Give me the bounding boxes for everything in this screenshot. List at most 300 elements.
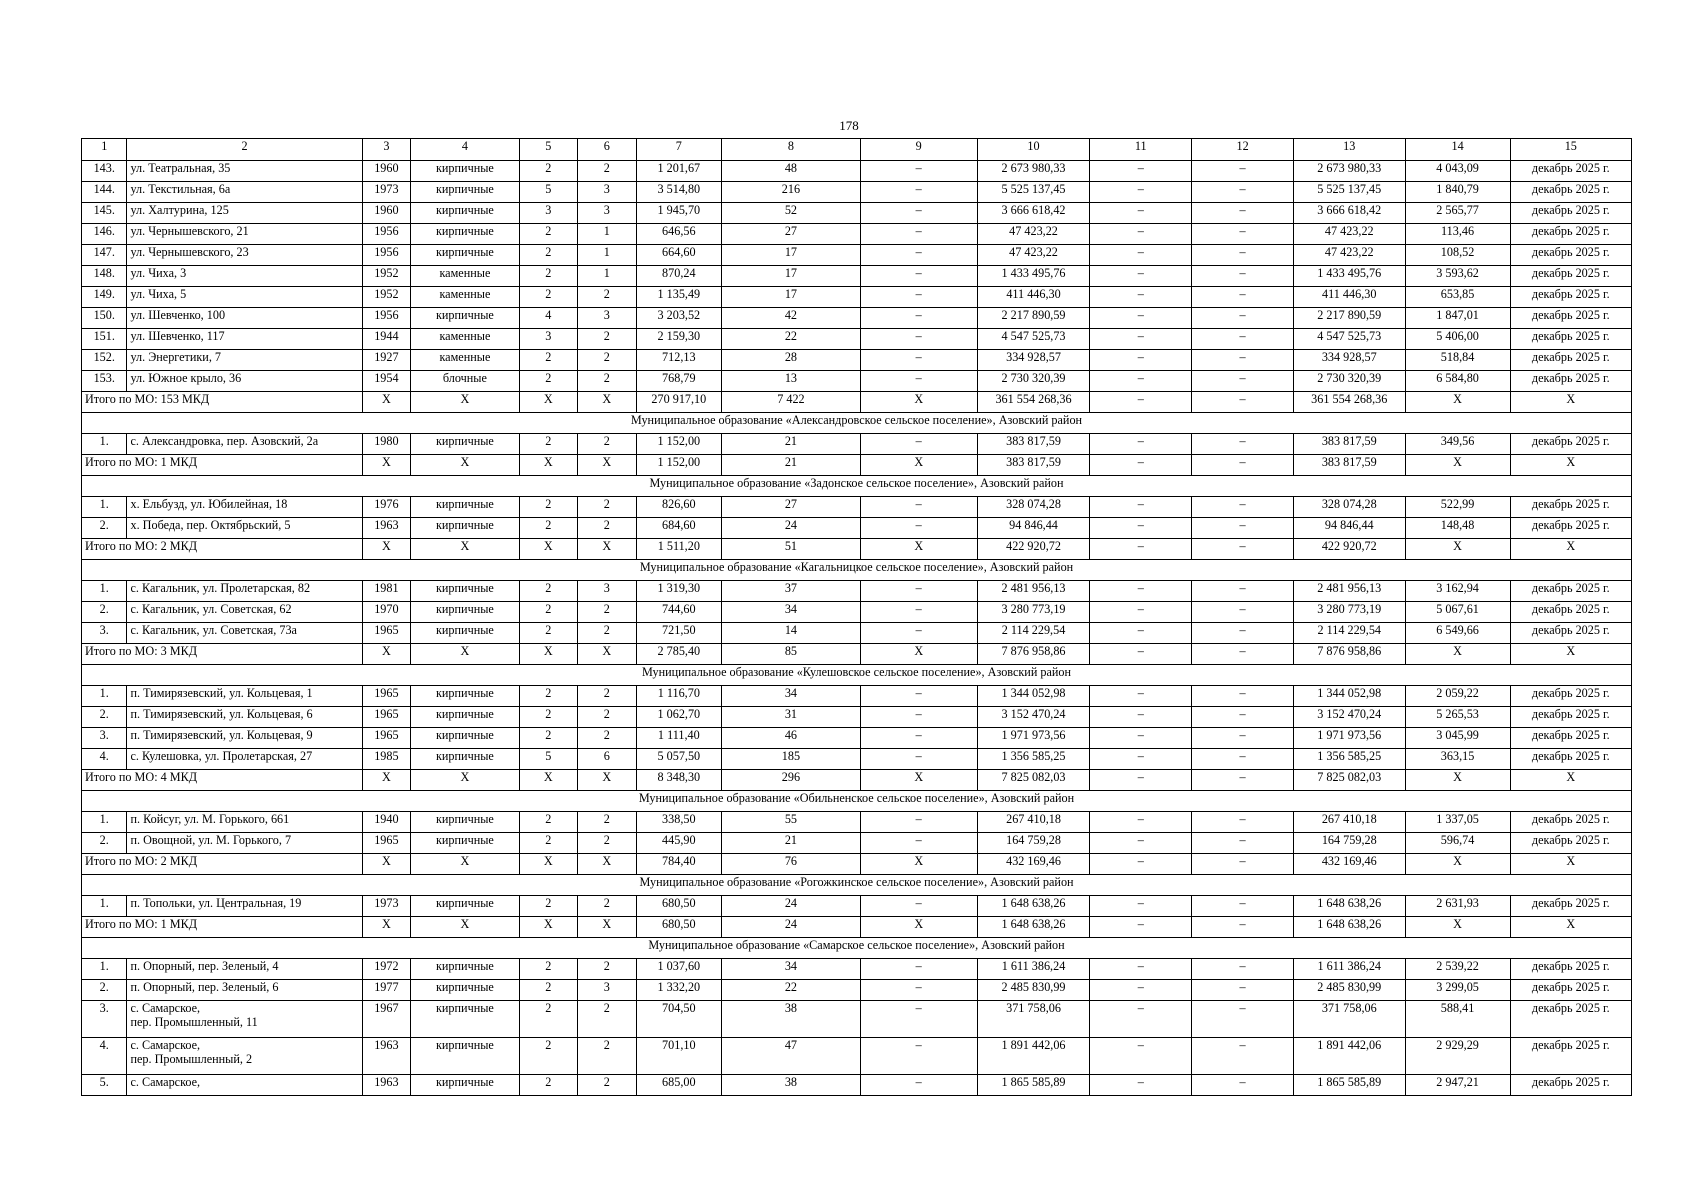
col12-cell: –	[1192, 749, 1294, 770]
col12-total-cell: –	[1192, 392, 1294, 413]
col9-cell: –	[860, 728, 977, 749]
cost-total-2-cell: 1 344 052,98	[1293, 686, 1405, 707]
area-cell: 664,60	[636, 245, 722, 266]
col11-cell: –	[1090, 1001, 1192, 1038]
cost-per-m2-cell: 522,99	[1405, 497, 1510, 518]
entrances-total-cell: X	[578, 539, 636, 560]
year-cell: 1965	[362, 686, 411, 707]
deadline-cell: декабрь 2025 г.	[1510, 581, 1631, 602]
entrances-cell: 3	[578, 182, 636, 203]
col11-total-cell: –	[1090, 917, 1192, 938]
total-cost-cell: 2 114 229,54	[977, 623, 1090, 644]
deadline-cell: декабрь 2025 г.	[1510, 518, 1631, 539]
wall-material-total-cell: X	[411, 917, 519, 938]
col11-cell: –	[1090, 686, 1192, 707]
floors-cell: 2	[519, 1075, 577, 1096]
deadline-cell: декабрь 2025 г.	[1510, 1001, 1631, 1038]
area-cell: 1 111,40	[636, 728, 722, 749]
table-row	[82, 434, 1632, 455]
wall-material-cell: кирпичные	[411, 245, 519, 266]
total-cost-cell: 3 666 618,42	[977, 203, 1090, 224]
wall-material-cell: кирпичные	[411, 707, 519, 728]
floors-cell: 2	[519, 623, 577, 644]
num-cell: 2.	[82, 518, 127, 539]
area-cell: 1 332,20	[636, 980, 722, 1001]
residents-total-cell: 24	[722, 917, 861, 938]
entrances-total-cell: X	[578, 644, 636, 665]
num-cell: 149.	[82, 287, 127, 308]
total-cost-cell: 2 730 320,39	[977, 371, 1090, 392]
deadline-cell: декабрь 2025 г.	[1510, 686, 1631, 707]
col9-cell: –	[860, 980, 977, 1001]
cost-total-2-cell: 267 410,18	[1293, 812, 1405, 833]
deadline-cell: декабрь 2025 г.	[1510, 266, 1631, 287]
table-row	[82, 1075, 1632, 1096]
num-cell: 2.	[82, 833, 127, 854]
col11-cell: –	[1090, 728, 1192, 749]
area-cell: 445,90	[636, 833, 722, 854]
col11-cell: –	[1090, 224, 1192, 245]
table-row	[82, 203, 1632, 224]
entrances-cell: 2	[578, 161, 636, 182]
area-cell: 712,13	[636, 350, 722, 371]
total-cost-cell: 328 074,28	[977, 497, 1090, 518]
entrances-total-cell: X	[578, 392, 636, 413]
cost-per-m2-cell: 3 593,62	[1405, 266, 1510, 287]
col9-total-cell: X	[860, 917, 977, 938]
col11-cell: –	[1090, 203, 1192, 224]
deadline-cell: декабрь 2025 г.	[1510, 434, 1631, 455]
residents-cell: 37	[722, 581, 861, 602]
cost-per-m2-cell: 3 045,99	[1405, 728, 1510, 749]
total-cost-cell: 1 865 585,89	[977, 1075, 1090, 1096]
cost-per-m2-cell: 1 337,05	[1405, 812, 1510, 833]
address-cell: ул. Чернышевского, 23	[127, 245, 362, 266]
col9-cell: –	[860, 245, 977, 266]
floors-cell: 2	[519, 350, 577, 371]
col12-cell: –	[1192, 518, 1294, 539]
col12-cell: –	[1192, 350, 1294, 371]
total-cost-cell: 94 846,44	[977, 518, 1090, 539]
entrances-cell: 2	[578, 287, 636, 308]
col9-cell: –	[860, 812, 977, 833]
num-cell: 146.	[82, 224, 127, 245]
cost-total-2-cell: 2 114 229,54	[1293, 623, 1405, 644]
area-cell: 701,10	[636, 1038, 722, 1075]
col9-cell: –	[860, 308, 977, 329]
table-row	[82, 518, 1632, 539]
wall-material-cell: кирпичные	[411, 581, 519, 602]
total-row	[82, 644, 1632, 665]
col12-cell: –	[1192, 266, 1294, 287]
col11-cell: –	[1090, 749, 1192, 770]
section-title: Муниципальное образование «Обильненское сельское поселение», Азовский район	[82, 791, 1632, 812]
residents-cell: 22	[722, 980, 861, 1001]
area-cell: 1 116,70	[636, 686, 722, 707]
col12-cell: –	[1192, 1038, 1294, 1075]
col9-cell: –	[860, 1038, 977, 1075]
col9-cell: –	[860, 602, 977, 623]
col9-cell: –	[860, 350, 977, 371]
floors-cell: 2	[519, 959, 577, 980]
table-row	[82, 602, 1632, 623]
col11-cell: –	[1090, 623, 1192, 644]
col11-cell: –	[1090, 1038, 1192, 1075]
header-cell-14: 14	[1405, 139, 1510, 161]
deadline-cell: декабрь 2025 г.	[1510, 350, 1631, 371]
cost-total-2-cell: 1 648 638,26	[1293, 896, 1405, 917]
year-total-cell: X	[362, 854, 411, 875]
total-cost-total-cell: 7 825 082,03	[977, 770, 1090, 791]
col12-cell: –	[1192, 581, 1294, 602]
num-cell: 3.	[82, 728, 127, 749]
floors-total-cell: X	[519, 770, 577, 791]
area-cell: 3 203,52	[636, 308, 722, 329]
header-cell-12: 12	[1192, 139, 1294, 161]
total-label: Итого по МО: 1 МКД	[82, 917, 363, 938]
residents-cell: 13	[722, 371, 861, 392]
page-number: 178	[839, 118, 859, 133]
entrances-cell: 2	[578, 833, 636, 854]
area-total-cell: 2 785,40	[636, 644, 722, 665]
address-cell: п. Тимирязевский, ул. Кольцевая, 9	[127, 728, 362, 749]
year-cell: 1965	[362, 833, 411, 854]
cost-total-2-cell: 371 758,06	[1293, 1001, 1405, 1038]
cost-total-2-cell: 2 673 980,33	[1293, 161, 1405, 182]
num-cell: 1.	[82, 581, 127, 602]
total-cost-cell: 47 423,22	[977, 245, 1090, 266]
entrances-cell: 2	[578, 518, 636, 539]
wall-material-total-cell: X	[411, 539, 519, 560]
section-row	[82, 791, 1632, 812]
col11-cell: –	[1090, 371, 1192, 392]
deadline-cell: декабрь 2025 г.	[1510, 287, 1631, 308]
col12-cell: –	[1192, 1075, 1294, 1096]
entrances-total-cell: X	[578, 917, 636, 938]
total-cost-cell: 267 410,18	[977, 812, 1090, 833]
area-cell: 1 201,67	[636, 161, 722, 182]
floors-total-cell: X	[519, 539, 577, 560]
cost-total-2-cell: 47 423,22	[1293, 224, 1405, 245]
total-cost-total-cell: 7 876 958,86	[977, 644, 1090, 665]
cost-total-2-cell: 1 611 386,24	[1293, 959, 1405, 980]
total-row	[82, 770, 1632, 791]
deadline-total-cell: X	[1510, 854, 1631, 875]
residents-total-cell: 296	[722, 770, 861, 791]
table-row	[82, 1001, 1632, 1038]
header-row	[82, 139, 1632, 161]
floors-cell: 3	[519, 203, 577, 224]
wall-material-cell: каменные	[411, 350, 519, 371]
area-cell: 338,50	[636, 812, 722, 833]
area-cell: 704,50	[636, 1001, 722, 1038]
total-label: Итого по МО: 2 МКД	[82, 539, 363, 560]
col11-cell: –	[1090, 308, 1192, 329]
cost-per-m2-cell: 2 565,77	[1405, 203, 1510, 224]
cost-per-m2-cell: 3 299,05	[1405, 980, 1510, 1001]
floors-total-cell: X	[519, 455, 577, 476]
area-cell: 1 062,70	[636, 707, 722, 728]
year-cell: 1963	[362, 518, 411, 539]
year-cell: 1972	[362, 959, 411, 980]
residents-cell: 185	[722, 749, 861, 770]
cost-per-m2-cell: 588,41	[1405, 1001, 1510, 1038]
cost-per-m2-cell: 6 584,80	[1405, 371, 1510, 392]
num-cell: 153.	[82, 371, 127, 392]
col12-cell: –	[1192, 623, 1294, 644]
cost-per-m2-total-cell: X	[1405, 539, 1510, 560]
col11-cell: –	[1090, 602, 1192, 623]
col12-cell: –	[1192, 707, 1294, 728]
wall-material-cell: кирпичные	[411, 980, 519, 1001]
num-cell: 1.	[82, 686, 127, 707]
entrances-cell: 3	[578, 980, 636, 1001]
num-cell: 143.	[82, 161, 127, 182]
cost-per-m2-cell: 2 947,21	[1405, 1075, 1510, 1096]
section-title: Муниципальное образование «Кулешовское сельское поселение», Азовский район	[82, 665, 1632, 686]
cost-per-m2-cell: 5 067,61	[1405, 602, 1510, 623]
deadline-cell: декабрь 2025 г.	[1510, 329, 1631, 350]
header-cell-5: 5	[519, 139, 577, 161]
wall-material-cell: кирпичные	[411, 434, 519, 455]
area-cell: 870,24	[636, 266, 722, 287]
entrances-cell: 3	[578, 308, 636, 329]
col9-cell: –	[860, 224, 977, 245]
col9-total-cell: X	[860, 854, 977, 875]
cost-per-m2-cell: 2 929,29	[1405, 1038, 1510, 1075]
area-total-cell: 8 348,30	[636, 770, 722, 791]
address-cell: ул. Халтурина, 125	[127, 203, 362, 224]
col12-cell: –	[1192, 959, 1294, 980]
deadline-cell: декабрь 2025 г.	[1510, 224, 1631, 245]
residents-cell: 17	[722, 266, 861, 287]
total-label: Итого по МО: 2 МКД	[82, 854, 363, 875]
address-cell: х. Победа, пер. Октябрьский, 5	[127, 518, 362, 539]
col11-cell: –	[1090, 245, 1192, 266]
table-row	[82, 350, 1632, 371]
col11-total-cell: –	[1090, 644, 1192, 665]
table-row	[82, 833, 1632, 854]
residents-cell: 216	[722, 182, 861, 203]
total-cost-cell: 2 485 830,99	[977, 980, 1090, 1001]
col12-cell: –	[1192, 812, 1294, 833]
deadline-cell: декабрь 2025 г.	[1510, 371, 1631, 392]
cost-per-m2-total-cell: X	[1405, 455, 1510, 476]
residents-cell: 38	[722, 1001, 861, 1038]
col9-cell: –	[860, 497, 977, 518]
residents-total-cell: 21	[722, 455, 861, 476]
year-cell: 1956	[362, 224, 411, 245]
col12-cell: –	[1192, 329, 1294, 350]
cost-per-m2-cell: 5 265,53	[1405, 707, 1510, 728]
floors-cell: 2	[519, 980, 577, 1001]
residents-total-cell: 51	[722, 539, 861, 560]
col12-cell: –	[1192, 497, 1294, 518]
cost-per-m2-cell: 596,74	[1405, 833, 1510, 854]
col9-cell: –	[860, 329, 977, 350]
area-cell: 1 037,60	[636, 959, 722, 980]
address-cell: с. Кагальник, ул. Советская, 73а	[127, 623, 362, 644]
col12-total-cell: –	[1192, 644, 1294, 665]
table-row	[82, 728, 1632, 749]
floors-cell: 2	[519, 581, 577, 602]
section-row	[82, 413, 1632, 434]
address-cell: п. Койсуг, ул. М. Горького, 661	[127, 812, 362, 833]
area-cell: 744,60	[636, 602, 722, 623]
section-row	[82, 938, 1632, 959]
address-cell: п. Овощной, ул. М. Горького, 7	[127, 833, 362, 854]
cost-per-m2-total-cell: X	[1405, 917, 1510, 938]
section-title: Муниципальное образование «Рогожкинское сельское поселение», Азовский район	[82, 875, 1632, 896]
residents-cell: 21	[722, 833, 861, 854]
area-cell: 5 057,50	[636, 749, 722, 770]
year-cell: 1952	[362, 287, 411, 308]
deadline-cell: декабрь 2025 г.	[1510, 161, 1631, 182]
wall-material-cell: каменные	[411, 329, 519, 350]
col11-cell: –	[1090, 161, 1192, 182]
total-cost-total-cell: 432 169,46	[977, 854, 1090, 875]
total-cost-cell: 3 280 773,19	[977, 602, 1090, 623]
residents-cell: 31	[722, 707, 861, 728]
year-total-cell: X	[362, 917, 411, 938]
entrances-cell: 6	[578, 749, 636, 770]
year-cell: 1980	[362, 434, 411, 455]
residents-cell: 42	[722, 308, 861, 329]
col9-cell: –	[860, 833, 977, 854]
area-total-cell: 784,40	[636, 854, 722, 875]
cost-per-m2-cell: 148,48	[1405, 518, 1510, 539]
entrances-cell: 1	[578, 266, 636, 287]
entrances-cell: 2	[578, 728, 636, 749]
deadline-total-cell: X	[1510, 917, 1631, 938]
header-cell-2: 2	[127, 139, 362, 161]
col11-cell: –	[1090, 434, 1192, 455]
area-cell: 646,56	[636, 224, 722, 245]
year-cell: 1963	[362, 1075, 411, 1096]
residents-cell: 38	[722, 1075, 861, 1096]
floors-cell: 2	[519, 686, 577, 707]
cost-total-2-cell: 164 759,28	[1293, 833, 1405, 854]
cost-total-2-cell: 1 891 442,06	[1293, 1038, 1405, 1075]
entrances-cell: 2	[578, 371, 636, 392]
address-cell: ул. Чиха, 5	[127, 287, 362, 308]
year-cell: 1944	[362, 329, 411, 350]
cost-total-2-cell: 1 865 585,89	[1293, 1075, 1405, 1096]
cost-total-2-cell: 3 666 618,42	[1293, 203, 1405, 224]
cost-total-2-cell: 2 217 890,59	[1293, 308, 1405, 329]
total-cost-cell: 2 673 980,33	[977, 161, 1090, 182]
col12-cell: –	[1192, 287, 1294, 308]
total-cost-cell: 1 344 052,98	[977, 686, 1090, 707]
deadline-cell: декабрь 2025 г.	[1510, 707, 1631, 728]
year-cell: 1965	[362, 728, 411, 749]
col12-cell: –	[1192, 1001, 1294, 1038]
year-total-cell: X	[362, 455, 411, 476]
col9-cell: –	[860, 287, 977, 308]
col11-cell: –	[1090, 980, 1192, 1001]
deadline-total-cell: X	[1510, 392, 1631, 413]
floors-cell: 2	[519, 707, 577, 728]
col12-total-cell: –	[1192, 539, 1294, 560]
wall-material-cell: кирпичные	[411, 833, 519, 854]
col11-cell: –	[1090, 707, 1192, 728]
wall-material-cell: блочные	[411, 371, 519, 392]
area-cell: 768,79	[636, 371, 722, 392]
section-row	[82, 665, 1632, 686]
year-cell: 1967	[362, 1001, 411, 1038]
num-cell: 144.	[82, 182, 127, 203]
col9-cell: –	[860, 371, 977, 392]
address-cell: с. Александровка, пер. Азовский, 2а	[127, 434, 362, 455]
area-cell: 1 135,49	[636, 287, 722, 308]
total-label: Итого по МО: 3 МКД	[82, 644, 363, 665]
area-cell: 684,60	[636, 518, 722, 539]
wall-material-cell: кирпичные	[411, 182, 519, 203]
floors-cell: 2	[519, 434, 577, 455]
table-row	[82, 623, 1632, 644]
cost-per-m2-cell: 108,52	[1405, 245, 1510, 266]
col11-cell: –	[1090, 581, 1192, 602]
col11-cell: –	[1090, 833, 1192, 854]
entrances-cell: 2	[578, 686, 636, 707]
col12-total-cell: –	[1192, 770, 1294, 791]
table-row	[82, 707, 1632, 728]
floors-cell: 3	[519, 329, 577, 350]
wall-material-cell: кирпичные	[411, 896, 519, 917]
floors-cell: 2	[519, 1038, 577, 1075]
year-cell: 1956	[362, 308, 411, 329]
cost-total-2-total-cell: 1 648 638,26	[1293, 917, 1405, 938]
header-cell-11: 11	[1090, 139, 1192, 161]
year-cell: 1956	[362, 245, 411, 266]
col9-cell: –	[860, 959, 977, 980]
wall-material-total-cell: X	[411, 644, 519, 665]
col11-total-cell: –	[1090, 854, 1192, 875]
col12-cell: –	[1192, 434, 1294, 455]
total-cost-cell: 5 525 137,45	[977, 182, 1090, 203]
cost-total-2-cell: 4 547 525,73	[1293, 329, 1405, 350]
col12-cell: –	[1192, 245, 1294, 266]
col11-total-cell: –	[1090, 539, 1192, 560]
deadline-cell: декабрь 2025 г.	[1510, 602, 1631, 623]
year-cell: 1985	[362, 749, 411, 770]
num-cell: 150.	[82, 308, 127, 329]
col11-cell: –	[1090, 350, 1192, 371]
year-cell: 1977	[362, 980, 411, 1001]
deadline-cell: декабрь 2025 г.	[1510, 1075, 1631, 1096]
num-cell: 4.	[82, 1038, 127, 1075]
col11-total-cell: –	[1090, 455, 1192, 476]
cost-total-2-cell: 2 481 956,13	[1293, 581, 1405, 602]
residents-cell: 21	[722, 434, 861, 455]
table-row	[82, 749, 1632, 770]
total-row	[82, 917, 1632, 938]
address-cell: ул. Энергетики, 7	[127, 350, 362, 371]
area-cell: 1 319,30	[636, 581, 722, 602]
entrances-cell: 2	[578, 707, 636, 728]
deadline-total-cell: X	[1510, 455, 1631, 476]
entrances-cell: 2	[578, 896, 636, 917]
num-cell: 2.	[82, 707, 127, 728]
total-cost-cell: 47 423,22	[977, 224, 1090, 245]
floors-cell: 2	[519, 896, 577, 917]
residents-cell: 27	[722, 224, 861, 245]
table-row	[82, 980, 1632, 1001]
num-cell: 1.	[82, 896, 127, 917]
floors-cell: 2	[519, 518, 577, 539]
total-label: Итого по МО: 1 МКД	[82, 455, 363, 476]
residents-cell: 34	[722, 959, 861, 980]
